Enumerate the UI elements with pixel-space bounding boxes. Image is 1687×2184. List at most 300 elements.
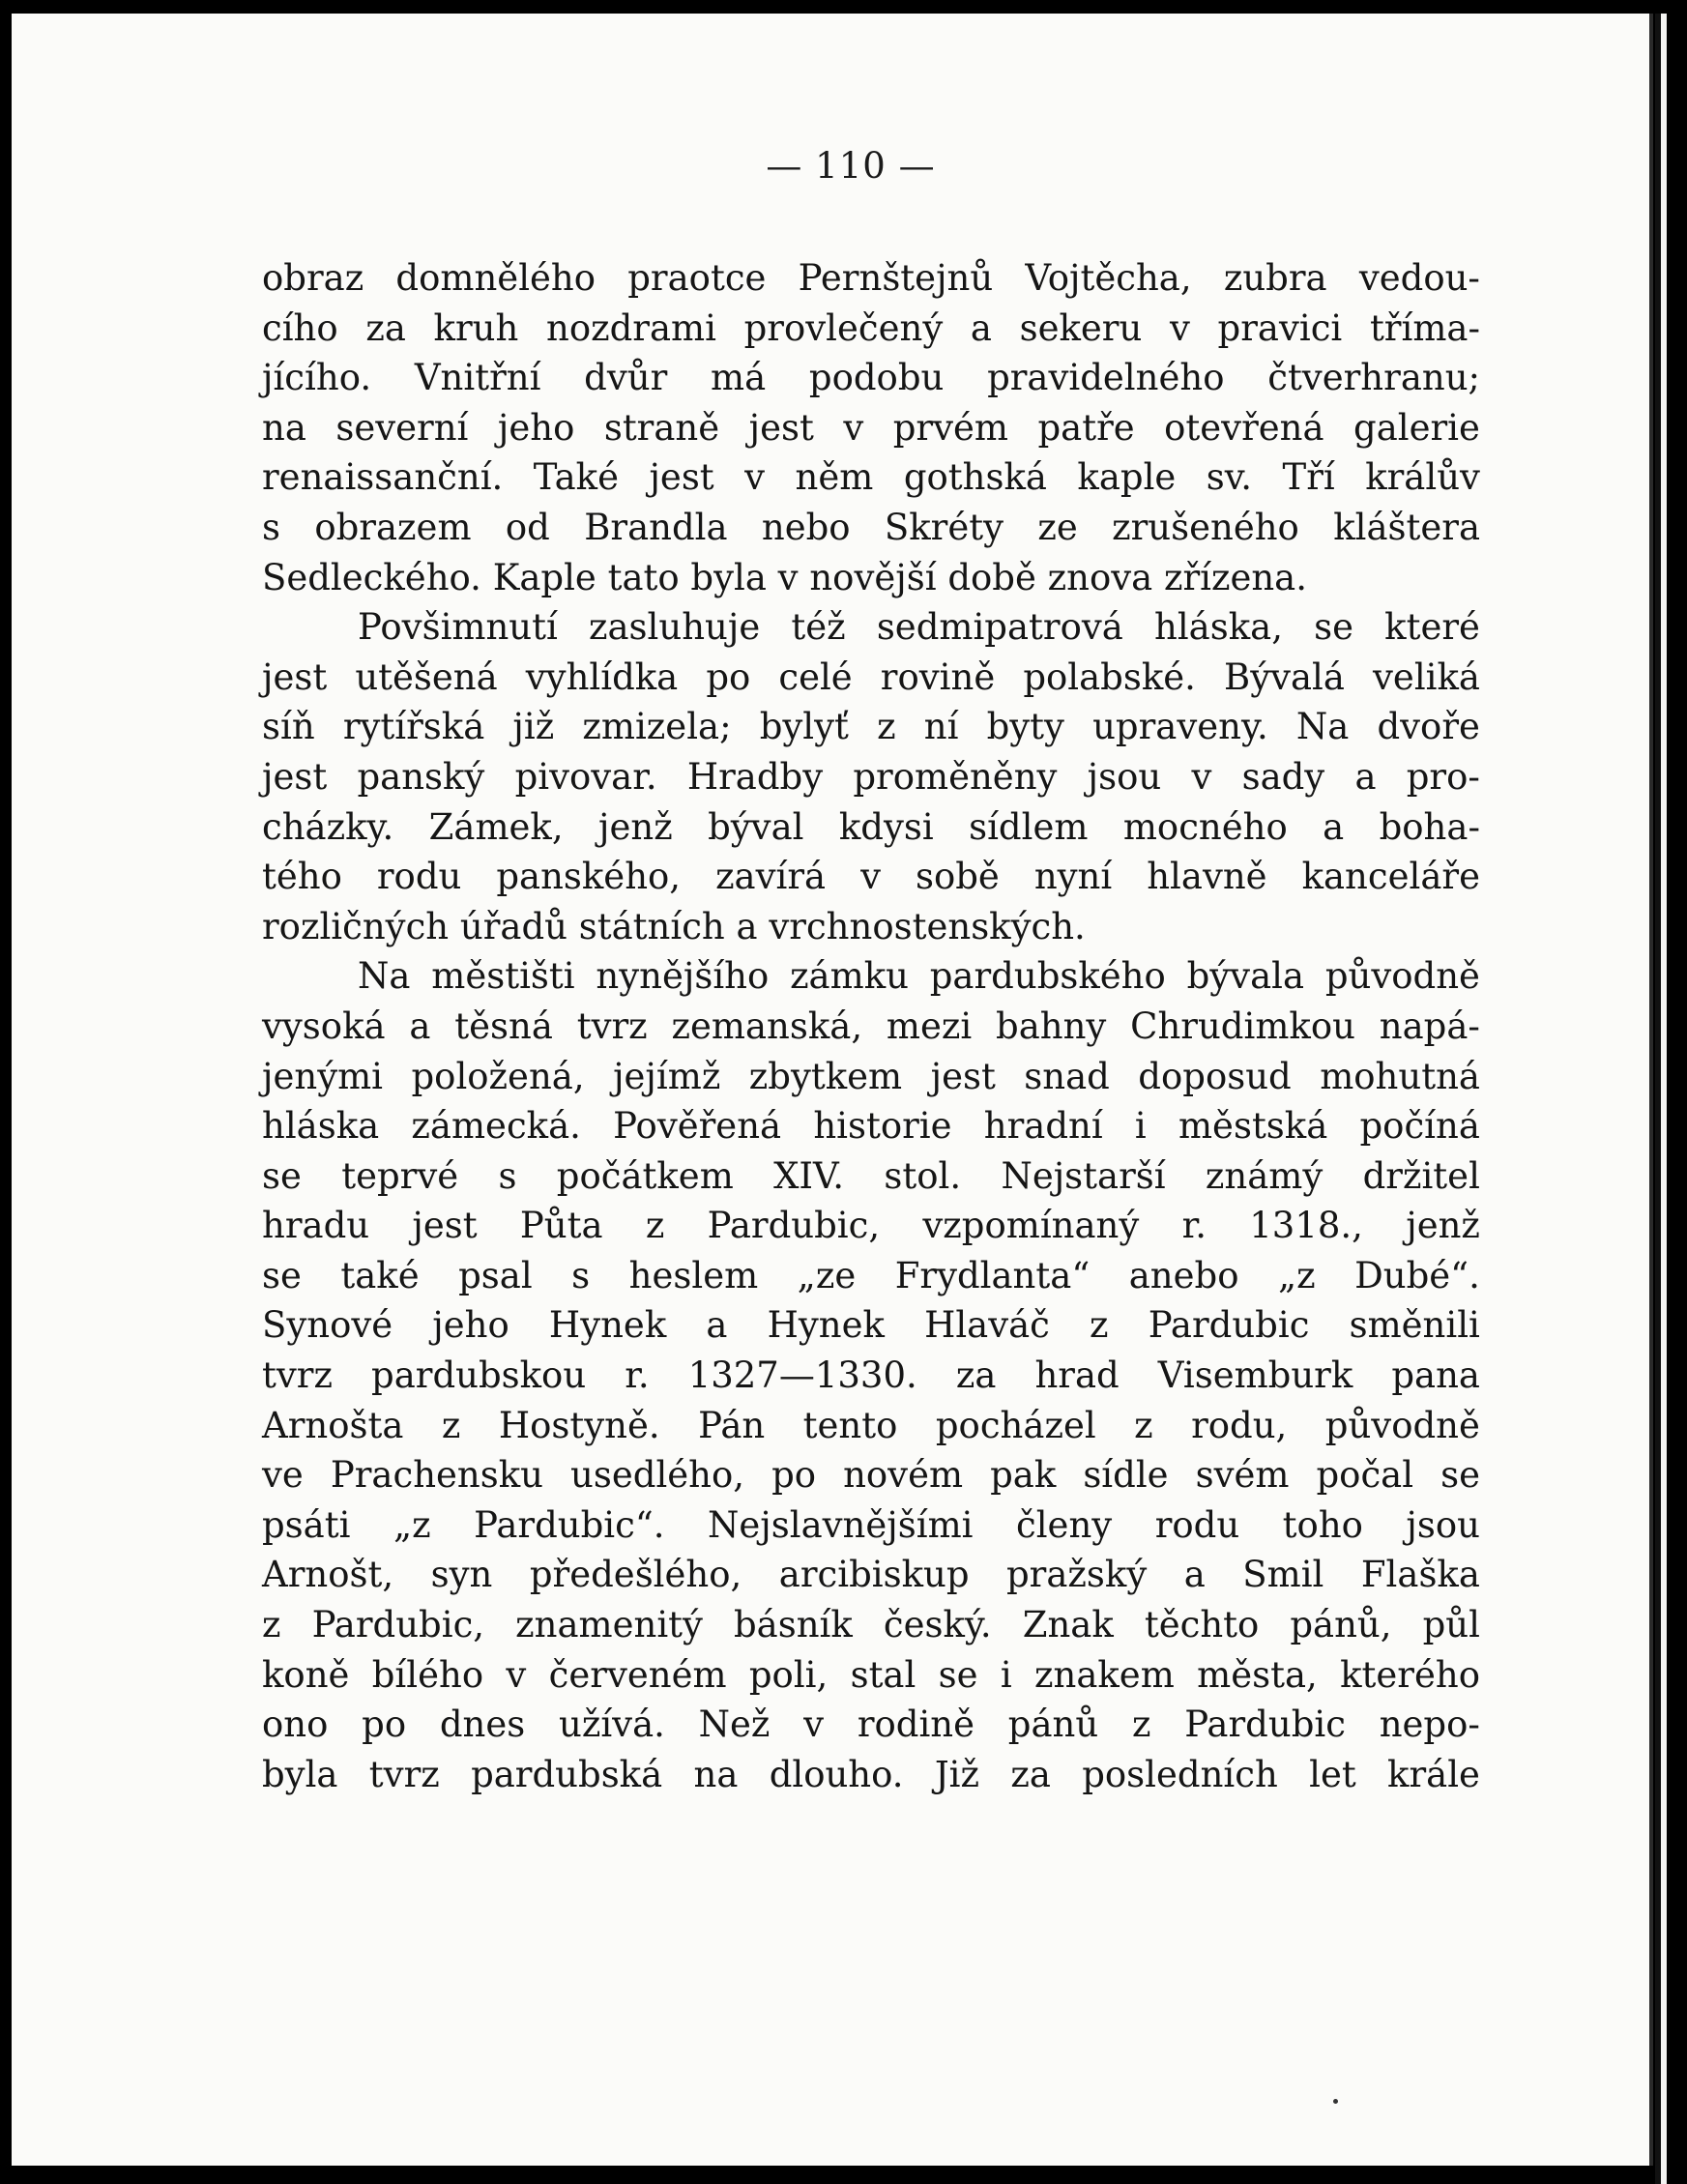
word: po <box>771 1454 817 1497</box>
word: historie <box>813 1105 952 1148</box>
word: nozdrami <box>545 306 716 349</box>
word: jsou <box>1406 1503 1480 1546</box>
word: hradní <box>983 1105 1103 1148</box>
word: svém <box>1195 1454 1290 1497</box>
word: s <box>571 1254 591 1296</box>
word: ono <box>262 1704 329 1746</box>
text-line <box>262 353 1480 403</box>
word: jeho <box>497 406 575 449</box>
word: držitel <box>1362 1154 1480 1197</box>
word: byty <box>986 706 1064 748</box>
word: z <box>262 1604 281 1646</box>
word: jest <box>649 456 714 499</box>
word: jenž <box>1406 1205 1480 1247</box>
word: z <box>1090 1304 1109 1347</box>
word: Pověřená <box>613 1105 782 1148</box>
word: Pardubic“. <box>474 1503 665 1546</box>
word: renaissanční. <box>262 456 504 499</box>
word: kláštera <box>1333 506 1480 548</box>
word: půl <box>1422 1604 1480 1646</box>
word: tento <box>802 1404 898 1446</box>
word: z <box>1134 1404 1153 1446</box>
word: a <box>1354 755 1377 798</box>
word: panský <box>357 755 485 798</box>
text-line <box>262 403 1480 453</box>
word: hlavně <box>1147 856 1267 898</box>
word: v <box>860 856 881 898</box>
word: jenž <box>598 805 673 848</box>
word: rodině <box>857 1704 975 1746</box>
word: Brandla <box>584 506 728 548</box>
text-line <box>262 1550 1480 1600</box>
word: Na <box>358 955 411 998</box>
word: otevřená <box>1164 406 1324 449</box>
word: ve <box>262 1454 304 1497</box>
word: Arnošta <box>262 1404 404 1446</box>
word: zmizela; <box>582 706 732 748</box>
word: z <box>877 706 896 748</box>
word: rodu <box>1154 1503 1240 1546</box>
word: mezi <box>886 1005 973 1047</box>
word: jest <box>930 1055 996 1097</box>
word: sv. <box>1206 456 1253 499</box>
word: Pardubic, <box>311 1604 485 1646</box>
word: počíná <box>1359 1105 1480 1148</box>
text-line <box>262 304 1480 354</box>
word: Prachensku <box>330 1454 544 1497</box>
word: něm <box>795 456 874 499</box>
word: jícího. <box>262 357 372 399</box>
word: mocného <box>1122 805 1288 848</box>
word: tvrz <box>368 1753 440 1795</box>
word: Hostyně. <box>498 1404 660 1446</box>
text-line <box>262 1351 1480 1401</box>
word: gothská <box>903 456 1047 499</box>
word: Pardubic <box>1184 1704 1346 1746</box>
text-line <box>262 1300 1480 1351</box>
word: Chrudimkou <box>1130 1005 1355 1047</box>
word: Skréty <box>884 506 1004 548</box>
word: pardubského <box>929 955 1166 998</box>
word: prvém <box>892 406 1008 449</box>
word: rodu, <box>1191 1404 1288 1446</box>
word: 1318., <box>1249 1205 1363 1247</box>
text-line <box>262 1650 1480 1701</box>
word: vyhlídka <box>525 655 679 698</box>
word: a <box>970 306 992 349</box>
text-line <box>262 1450 1480 1500</box>
word: Vnitřní <box>414 357 541 399</box>
word: novější <box>809 556 937 598</box>
text-line <box>262 503 1480 553</box>
word: původně <box>1324 1404 1480 1446</box>
word: v <box>777 556 799 598</box>
word: se <box>938 1653 978 1696</box>
word: Hlaváč <box>924 1304 1050 1347</box>
word: pravici <box>1217 306 1343 349</box>
word: polabské. <box>1023 655 1196 698</box>
word: „z <box>1277 1254 1316 1296</box>
word: galerie <box>1353 406 1480 449</box>
word: vysoká <box>262 1005 386 1047</box>
word: původně <box>1324 955 1480 998</box>
text-line <box>262 553 1480 603</box>
word: Pardubic, <box>707 1205 881 1247</box>
word: XIV. <box>773 1154 845 1197</box>
word: ní <box>923 706 959 748</box>
text-line <box>262 1151 1480 1202</box>
word: rodu <box>376 856 462 898</box>
word: a <box>1323 805 1345 848</box>
word: nebo <box>761 506 851 548</box>
word: položená, <box>411 1055 585 1097</box>
text-line <box>262 1052 1480 1102</box>
word: vzpomínaný <box>922 1205 1140 1247</box>
word: doposud <box>1138 1055 1292 1097</box>
word: pravidelného <box>987 357 1225 399</box>
word: proměněny <box>853 755 1058 798</box>
word: obrazem <box>314 506 472 548</box>
word: usedlého, <box>570 1454 745 1497</box>
word: směnili <box>1349 1304 1480 1347</box>
word: za <box>955 1354 997 1397</box>
text-line <box>262 951 1480 1002</box>
word: Hynek <box>548 1304 667 1347</box>
word: s <box>262 506 280 548</box>
word: panského, <box>496 856 682 898</box>
word: jsou <box>1087 755 1162 798</box>
text-line <box>262 1500 1480 1551</box>
word: předešlého, <box>529 1554 742 1596</box>
word: pivovar. <box>514 755 657 798</box>
word: byla <box>690 556 767 598</box>
word: praotce <box>627 257 767 299</box>
text-line <box>262 1700 1480 1750</box>
word: době <box>947 556 1036 598</box>
word: kaple <box>1077 456 1177 499</box>
word: patře <box>1037 406 1135 449</box>
word: se <box>1440 1454 1480 1497</box>
word: „ze <box>797 1254 857 1296</box>
word: Bývalá <box>1224 655 1345 698</box>
word: mohutná <box>1320 1055 1480 1097</box>
word: za <box>365 306 406 349</box>
word: od <box>505 506 550 548</box>
word: psal <box>458 1254 533 1296</box>
word: i <box>1134 1105 1147 1148</box>
word: posledních <box>1082 1753 1278 1795</box>
word: králův <box>1365 456 1480 499</box>
word: tvrz <box>262 1354 333 1397</box>
word: obraz <box>262 257 364 299</box>
word: hláska <box>262 1105 380 1148</box>
word: v <box>1191 755 1212 798</box>
word: v <box>843 406 864 449</box>
word: koně <box>262 1653 350 1696</box>
word: znakem <box>1034 1653 1175 1696</box>
word: Také <box>533 456 619 499</box>
word: bahny <box>996 1005 1107 1047</box>
word: úřadů <box>459 905 567 947</box>
word: pánů, <box>1290 1604 1392 1646</box>
word: pro- <box>1406 755 1480 798</box>
body-text <box>262 253 1480 1799</box>
word: se <box>262 1254 302 1296</box>
word: heslem <box>628 1254 759 1296</box>
word: v <box>744 456 766 499</box>
word: vedou- <box>1358 257 1480 299</box>
word: města, <box>1197 1653 1318 1696</box>
text-line <box>262 802 1480 853</box>
word: bílého <box>371 1653 484 1696</box>
word: provlečený <box>743 306 944 349</box>
word: za <box>1010 1753 1051 1795</box>
word: Nejslavnějšími <box>708 1503 974 1546</box>
word: třímа- <box>1369 306 1480 349</box>
text-line <box>262 702 1480 752</box>
word: se <box>1314 606 1353 649</box>
text-line <box>262 1251 1480 1301</box>
scan-border <box>1667 0 1687 2184</box>
word: i <box>1000 1653 1012 1696</box>
word: Znak <box>1022 1604 1114 1646</box>
word: po <box>706 655 751 698</box>
word: zbytkem <box>748 1055 903 1097</box>
word: vrchnostenských. <box>769 905 1086 947</box>
word: rytířská <box>342 706 485 748</box>
text-line <box>262 253 1480 304</box>
word: již <box>512 706 555 748</box>
word: pánů <box>1007 1704 1099 1746</box>
word: podobu <box>808 357 945 399</box>
word: Vojtěcha, <box>1025 257 1192 299</box>
word: na <box>693 1753 739 1795</box>
word: z <box>441 1404 461 1446</box>
text-line <box>262 452 1480 503</box>
word: též <box>791 606 846 649</box>
text-line <box>262 1201 1480 1251</box>
word: snad <box>1024 1055 1110 1097</box>
word: počátkem <box>556 1154 734 1197</box>
word: síň <box>262 706 315 748</box>
word: sídle <box>1083 1454 1169 1497</box>
word: Visemburk <box>1157 1354 1353 1397</box>
word: bylyť <box>759 706 849 748</box>
word: upraveny. <box>1092 706 1268 748</box>
word: Sedleckého. <box>262 556 481 598</box>
word: Hynek <box>767 1304 885 1347</box>
word: Hradby <box>686 755 824 798</box>
word: známý <box>1205 1154 1323 1197</box>
word: krále <box>1387 1753 1480 1795</box>
word: „z <box>393 1503 431 1546</box>
word: teprvé <box>341 1154 459 1197</box>
word: jeho <box>432 1304 509 1347</box>
word: červeném <box>548 1653 727 1696</box>
word: znova <box>1047 556 1153 598</box>
word: r. <box>625 1354 650 1397</box>
text-line <box>262 902 1480 952</box>
word: psáti <box>262 1503 351 1546</box>
word: sedmipatrová <box>876 606 1123 649</box>
word: čtverhranu; <box>1267 357 1480 399</box>
word: napá- <box>1379 1005 1480 1047</box>
word: stol. <box>884 1154 962 1197</box>
word: stal <box>850 1653 916 1696</box>
word: rovině <box>880 655 996 698</box>
text-line <box>262 1401 1480 1451</box>
word: syn <box>430 1554 493 1596</box>
word: na <box>262 406 306 449</box>
ink-speck <box>1333 2099 1338 2104</box>
word: jest <box>412 1205 478 1247</box>
word: Arnošt, <box>262 1554 394 1596</box>
word: a <box>409 1005 431 1047</box>
word: hrad <box>1034 1354 1120 1397</box>
word: Nejstarší <box>1001 1154 1166 1197</box>
word: boha- <box>1379 805 1480 848</box>
word: pocházel <box>935 1404 1096 1446</box>
word: jest <box>748 406 814 449</box>
word: r. <box>1181 1205 1207 1247</box>
word: dvoře <box>1377 706 1480 748</box>
word: těchto <box>1144 1604 1260 1646</box>
text-line <box>262 1101 1480 1151</box>
word: z <box>645 1205 665 1247</box>
word: rozličných <box>262 905 450 947</box>
word: Pardubic <box>1148 1304 1310 1347</box>
word: má <box>711 357 767 399</box>
word: pardubská <box>471 1753 663 1795</box>
word: s <box>498 1154 517 1197</box>
word: straně <box>603 406 720 449</box>
word: Pán <box>698 1404 766 1446</box>
word: sekeru <box>1019 306 1143 349</box>
word: domnělého <box>395 257 596 299</box>
word: Tří <box>1282 456 1335 499</box>
word: jejímž <box>613 1055 721 1097</box>
word: utěšená <box>355 655 498 698</box>
word: novém <box>843 1454 964 1497</box>
word: poli, <box>748 1653 829 1696</box>
word: se <box>262 1154 302 1197</box>
word: nyní <box>1033 856 1113 898</box>
word: Smil <box>1242 1554 1324 1596</box>
word: kterého <box>1340 1653 1480 1696</box>
word: český. <box>883 1604 992 1646</box>
word: státních <box>578 905 725 947</box>
word: Flaška <box>1360 1554 1480 1596</box>
word: znamenitý <box>515 1604 703 1646</box>
word: byla <box>262 1753 338 1795</box>
text-line <box>262 752 1480 802</box>
word: tato <box>607 556 680 598</box>
word: Zámek, <box>428 805 564 848</box>
word: Kaple <box>492 556 596 598</box>
word: zrušeného <box>1112 506 1299 548</box>
word: zavírá <box>715 856 827 898</box>
word: a <box>736 905 758 947</box>
word: a <box>706 1304 728 1347</box>
word: tého <box>262 856 342 898</box>
word: Povšimnutí <box>358 606 558 649</box>
word: užívá. <box>559 1704 665 1746</box>
word: sídlem <box>969 805 1089 848</box>
word: pak <box>990 1454 1057 1497</box>
word: pardubskou <box>371 1354 587 1397</box>
word: zámecká. <box>411 1105 581 1148</box>
word: jest <box>262 755 328 798</box>
word: dlouho. <box>769 1753 904 1795</box>
word: dvůr <box>584 357 668 399</box>
word: básník <box>734 1604 853 1646</box>
word: členy <box>1016 1503 1113 1546</box>
word: Půta <box>519 1205 603 1247</box>
word: zámku <box>790 955 909 998</box>
word: z <box>1131 1704 1151 1746</box>
word: cházky. <box>262 805 394 848</box>
word: hláska, <box>1154 606 1283 649</box>
word: pražský <box>1006 1554 1148 1596</box>
word: v <box>506 1653 527 1696</box>
word: městišti <box>431 955 575 998</box>
word: toho <box>1282 1503 1363 1546</box>
word: zubra <box>1223 257 1327 299</box>
word: cího <box>262 306 338 349</box>
word: bývala <box>1186 955 1305 998</box>
word: arcibiskup <box>778 1554 970 1596</box>
word: ze <box>1037 506 1078 548</box>
word: v <box>1169 306 1190 349</box>
text-line <box>262 852 1480 902</box>
word: severní <box>335 406 469 449</box>
word: kanceláře <box>1301 856 1480 898</box>
word: zřízena. <box>1163 556 1308 598</box>
word: jest <box>262 655 328 698</box>
word: Již <box>934 1753 980 1795</box>
word: 1327—1330. <box>687 1354 917 1397</box>
text-line <box>262 1002 1480 1052</box>
word: tvrz <box>576 1005 648 1047</box>
word: let <box>1309 1753 1356 1795</box>
word: které <box>1384 606 1480 649</box>
word: Pernštejnů <box>798 257 994 299</box>
word: kruh <box>433 306 519 349</box>
word: po <box>362 1704 407 1746</box>
word: pana <box>1391 1354 1480 1397</box>
word: sady <box>1241 755 1325 798</box>
word: veliká <box>1373 655 1480 698</box>
word: v <box>803 1704 825 1746</box>
word: také <box>340 1254 420 1296</box>
word: Než <box>698 1704 771 1746</box>
word: Synové <box>262 1304 393 1347</box>
text-line <box>262 1750 1480 1800</box>
word: sobě <box>915 856 1000 898</box>
word: jenými <box>262 1055 384 1097</box>
text-line <box>262 1600 1480 1650</box>
word: městská <box>1178 1105 1328 1148</box>
text-line <box>262 653 1480 703</box>
word: zasluhuje <box>589 606 761 649</box>
word: celé <box>778 655 853 698</box>
word: nynějšího <box>596 955 770 998</box>
word: kdysi <box>838 805 934 848</box>
text-line <box>262 602 1480 653</box>
word: nepo- <box>1379 1704 1480 1746</box>
word: a <box>1183 1554 1206 1596</box>
word: zemanská, <box>671 1005 863 1047</box>
